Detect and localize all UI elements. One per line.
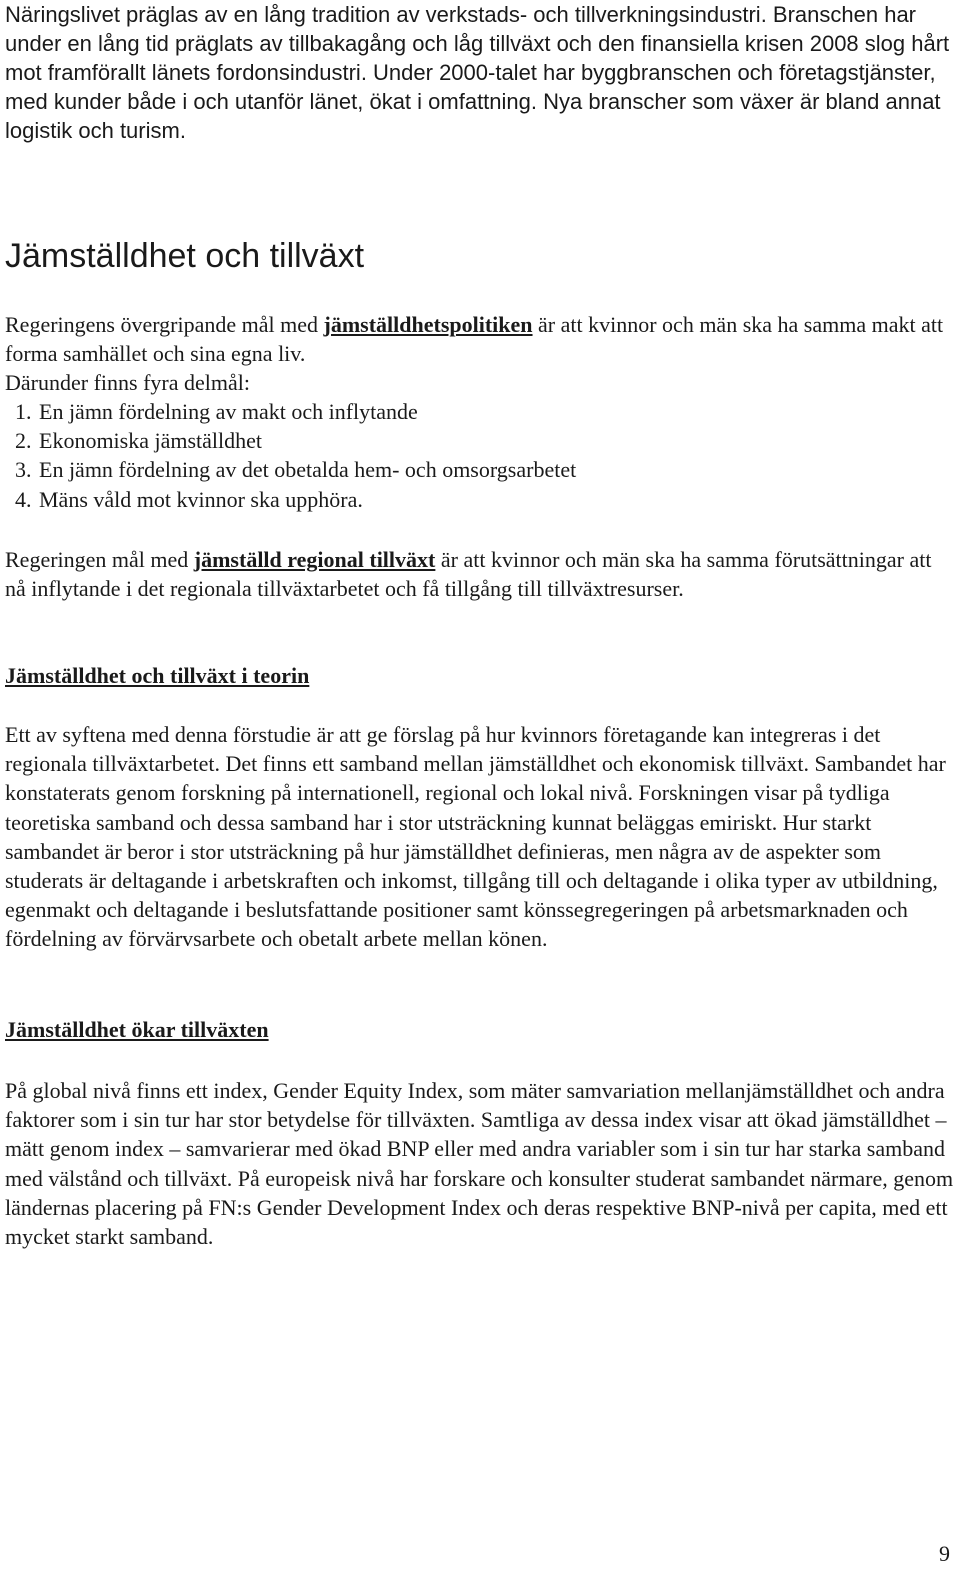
list-item-number: 1. <box>15 399 32 424</box>
regional-growth-paragraph <box>5 545 955 603</box>
list-item <box>5 455 955 484</box>
policy-term-jamstalld-regional-tillvaxt: jämställd regional tillväxt <box>193 547 436 572</box>
policy-goal-paragraph <box>5 310 955 368</box>
intro-paragraph: Näringslivet präglas av en lång tradition av verkstads- och tillverkningsindustri. Branschen har under en lång tid präglats av tillbakagång och låg tillväxt och den finansiella krisen 2008 slog hårt mot framförallt länets fordonsindustri. Under 2000-talet har byggbranschen och företagstjänster, med kunder både i och utanför länet, ökat i omfattning. Nya branscher som växer är bland annat logistik och turism. <box>5 2 950 143</box>
list-item-text: Mäns våld mot kvinnor ska upphöra. <box>39 486 363 512</box>
section-heading-jamstalldhet-och-tillvaxt: Jämställdhet och tillväxt <box>5 237 365 275</box>
list-item-text: En jämn fördelning av makt och inflytande <box>39 399 418 424</box>
index-paragraph: På global nivå finns ett index, Gender Equity Index, som mäter samvariation mellanjämställdhet och andra faktorer som i sin tur har stor betydelse för tillväxten. Samtliga av dessa index visar att ökad jämställdhet – mätt genom index – samvarierar med ökad BNP eller med andra variabler som i sin tur har starka samband med välstånd och tillväxt. På europeisk nivå har forskare och konsulter studerat sambandet närmare, genom ländernas placering på FN:s Gender Development Index och deras respektive BNP-nivå per capita, med ett mycket starkt samband. <box>5 1078 954 1250</box>
page-number: 9 <box>939 1541 950 1566</box>
goals-intro: Därunder finns fyra delmål: <box>5 370 250 395</box>
list-item <box>5 426 955 455</box>
list-item-text: En jämn fördelning av det obetalda hem- och omsorgsarbetet <box>39 457 577 483</box>
list-item-number: 4. <box>15 486 32 512</box>
list-item-text: Ekonomiska jämställdhet <box>39 428 263 454</box>
regional-growth-text-start: Regeringen mål med <box>5 547 194 572</box>
policy-goal-text-start: Regeringens övergripande mål med <box>5 312 324 337</box>
theory-paragraph: Ett av syftena med denna förstudie är att ge förslag på hur kvinnors företagande kan integreras i det regionala tillväxtarbetet. Det finns ett samband mellan jämställdhet och ekonomisk tillväxt. Sambandet har konstaterats genom forskning på internationell, regional och lokal nivå. Forskningen visar på tydliga teoretiska samband och dessa samband har i stor utsträckning kunnat beläggas emiriskt. Hur starkt sambandet är beror i stor utsträckning på hur jämställdhet definieras, men några av de aspekter som studerats är deltagande i arbetskraften och inkomst, tillgång till och deltagande i olika typer av utbildning, egenmakt och deltagande i beslutsfattande positioner samt könssegregeringen på arbetsmarknaden och fördelning av förvärvsarbete och obetalt arbete mellan könen. <box>5 722 946 952</box>
list-item <box>5 485 955 514</box>
list-item-number: 2. <box>15 428 32 454</box>
subheading-tillvaxt-i-teorin: Jämställdhet och tillväxt i teorin <box>5 663 310 688</box>
policy-term-jamstalldhetspolitiken: jämställdhetspolitiken <box>323 312 533 337</box>
sub-goals-list <box>5 397 955 514</box>
policy-goal-text-end: är att kvinnor och män ska ha samma makt att forma samhället och sina egna liv. <box>5 312 944 367</box>
list-item <box>5 397 955 426</box>
list-item-number: 3. <box>15 457 32 483</box>
subheading-jamstalldhet-okar-tillvaxten: Jämställdhet ökar tillväxten <box>5 1017 269 1042</box>
regional-growth-text-end: är att kvinnor och män ska ha samma förutsättningar att nå inflytande i det regionala tillväxtarbetet och få tillgång till tillväxtresurser. <box>5 547 932 602</box>
